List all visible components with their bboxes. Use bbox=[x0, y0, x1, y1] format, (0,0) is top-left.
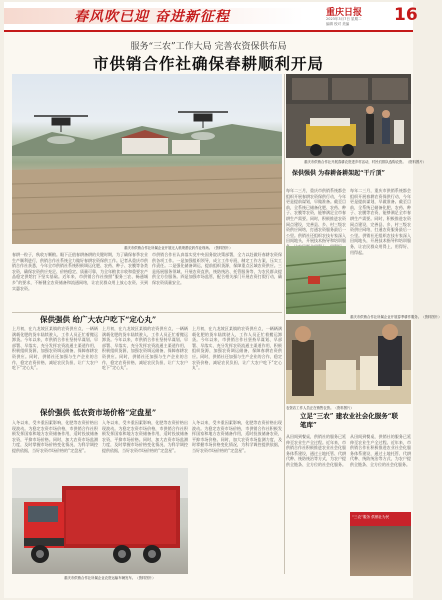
truck-photo-caption: 重庆市供销合作社所属企业农资运输车辆发车。（资料图片） bbox=[64, 576, 156, 580]
drone-photo bbox=[12, 74, 282, 244]
fields-photo-scene bbox=[286, 246, 346, 314]
newspaper-logo: 重庆日报 bbox=[326, 8, 363, 18]
shop-photo bbox=[286, 74, 411, 158]
divider bbox=[12, 312, 282, 313]
kicker: 服务“三农”工作大局 完善农资保供布局 bbox=[130, 42, 287, 52]
banner-title: 春风吹已迎 奋进新征程 bbox=[74, 9, 230, 25]
fields-photo-caption: 重庆市供销合作社所属企业开展春季耕作服务。（资料图片） bbox=[350, 315, 442, 319]
section-3-text-col1: 入冬以来，受多重因素影响，化肥等农资价格出现波动。为稳定农资市场价格，市供销合作社积极发挥国家和地方农资储备作用，适时投放储备农资，平抑市场价格。同时，加大农资市场监测力度，及时掌握市场价格变化情况，为科学调控提供依据，当好农资市场价格的“定盘星”。 bbox=[12, 420, 98, 453]
section-3-text-col2: 入冬以来，受多重因素影响，化肥等农资价格出现波动。为稳定农资市场价格，市供销合作社积极发挥国家和地方农资储备作用，适时投放储备农资，平抑市场价格。同时，加大农资市场监测力度，及时掌握市场价格变化情况，为科学调控提供依据，当好农资市场价格的“定盘星”。 bbox=[102, 420, 188, 453]
header-meta-editors: 编辑 校对 美编 bbox=[326, 21, 350, 26]
lead-text: 春耕一粒子，秋收万颗粮。眼下正值春耕备耕的关键时期，为了确保春季农业生产顺利进行，供销合作社系统全力做好春耕农资保供工作。记者从重庆市供销合作社获悉，今年全市供销社系统积极调运化肥、农药、种子、农膜等各类农资，确保农资供应充足、价格稳定、质量可靠，为全年粮食丰收和重要农产品稳定供给打下坚实基础。近年来，市供销合作社按照“服务三农、畅通城乡”的要求，不断健全农资储备和流通网络，让农民群众用上放心农资、买到实惠农资。 bbox=[12, 252, 148, 291]
section-2-text-col2: 上月初，在九龙坡区某镇的农资供应点，一辆辆满载化肥的货车陆续驶入，工作人员正忙着搬运卸货。今年以来，市供销合作社坚持早谋划、早部署、早落实，充分发挥农资流通主渠道作用，积极组织货源，加强农资调运储备，保障春耕农资供应。同时，供销社还加强与生产企业的合作，稳定农资价格，减轻农民负担，让广大农户吃下“定心丸”。 bbox=[102, 326, 188, 371]
section-title-1-text: 保供强供 为春耕备耕架起“干斤顶” bbox=[292, 170, 385, 177]
section-2-text-col3: 上月初，在九龙坡区某镇的农资供应点，一辆辆满载化肥的货车陆续驶入，工作人员正忙着搬运卸货。今年以来，市供销合作社坚持早谋划、早部署、早落实，充分发挥农资流通主渠道作用，积极组织货源，加强农资调运储备，保障春耕农资供应。同时，供销社还加强与生产企业的合作，稳定农资价格，减轻农民负担，让广大农户吃下“定心丸”。 bbox=[192, 326, 282, 371]
page-number: 16 bbox=[394, 5, 418, 25]
newspaper-page bbox=[4, 2, 442, 598]
section-4-text-col1: 从田间到餐桌，供销社的服务已延伸至农业生产全过程。近年来，市供销合作社积极推进农业社会化服务体系建设，通过土地托管、代耕代种、统防统治等方式，为农户提供全链条、全方位的社会化服务。 bbox=[286, 434, 346, 467]
header-rule bbox=[4, 30, 413, 32]
section-1-text-col2: 每年二三月，重庆市供销系统都会组织开展春耕农资保供行动，今年更是提前谋划，早做准备。截至目前，全系统已储备化肥、农药、种子、农膜等农资，能够满足全市春耕生产需要。同时，积极推进农资网点建设，完善县、乡、村三级农资供应网络，打通农资服务最后一公里。供销社还组织农技专家深入田间地头，开展技术指导和培训服务，让农民群众用得上、用得好、用得起。 bbox=[350, 188, 411, 255]
drone-photo-scene bbox=[12, 74, 282, 244]
section-2-text-col1: 上月初，在九龙坡区某镇的农资供应点，一辆辆满载化肥的货车陆续驶入，工作人员正忙着搬运卸货。今年以来，市供销合作社坚持早谋划、早部署、早落实，充分发挥农资流通主渠道作用，积极组织货源，加强农资调运储备，保障春耕农资供应。同时，供销社还加强与生产企业的合作，稳定农资价格，减轻农民负担，让广大农户吃下“定心丸”。 bbox=[12, 326, 98, 371]
lead-text-continued: 市供销合作社认真落实党中央国务院决策部署，全力以赴做好春耕农资保供各项工作。一是加强组织领导，成立工作专班，制定工作方案，压实工作责任。二是强化储备调运，提前组织货源，保障重点区域农资供应。三是拓展服务领域，开展农资直供、统防统治、托管服务等，为农民群众提供全方位服务。四是加强市场监管，配合相关部门开展农资打假行动，确保农资质量安全。 bbox=[152, 252, 282, 285]
seller-photo-scene bbox=[286, 320, 411, 404]
truck-photo bbox=[12, 468, 188, 574]
drone-photo-caption: 重庆市供销合作社所属企业开展无人机喷洒农药作业现场。（资料图片） bbox=[124, 246, 233, 250]
store-photo bbox=[350, 512, 411, 576]
page-header bbox=[4, 2, 418, 30]
fields-photo bbox=[286, 246, 346, 314]
section-title-3: 保价强供 低农资市场价格“定盘星” bbox=[40, 408, 157, 417]
header-meta-date: 2023年3月7日 星期二 bbox=[326, 17, 362, 21]
section-title-2: 保供强供 给广大农户吃下“定心丸” bbox=[40, 315, 157, 324]
shop-photo-caption: 重庆市供销合作社开展春耕农资进乡村活动，村民们排队选购农资。（资料图片） bbox=[304, 160, 427, 164]
section-4-text-col2: 从田间到餐桌，供销社的服务已延伸至农业生产全过程。近年来，市供销合作社积极推进农业社会化服务体系建设，通过土地托管、代耕代种、统防统治等方式，为农户提供全链条、全方位的社会化服务。 bbox=[350, 434, 411, 467]
section-3-text-col3: 入冬以来，受多重因素影响，化肥等农资价格出现波动。为稳定农资市场价格，市供销合作社积极发挥国家和地方农资储备作用，适时投放储备农资，平抑市场价格。同时，加大农资市场监测力度，及时掌握市场价格变化情况，为科学调控提供依据，当好农资市场价格的“定盘星”。 bbox=[192, 420, 282, 453]
section-title-4-text: 立足“三农” 建农业社会化服务“联笔库” bbox=[300, 412, 398, 429]
headline: 市供销合作社确保春耕顺利开局 bbox=[92, 54, 324, 73]
section-title-1 bbox=[292, 170, 392, 178]
truck-photo-scene bbox=[12, 468, 188, 574]
column-divider bbox=[284, 74, 285, 574]
section-1-text-col1: 每年二三月，重庆市供销系统都会组织开展春耕农资保供行动，今年更是提前谋划，早做准备。截至目前，全系统已储备化肥、农药、种子、农膜等农资，能够满足全市春耕生产需要。同时，积极推进农资网点建设，完善县、乡、村三级农资供应网络，打通农资服务最后一公里。供销社还组织农技专家深入田间地头，开展技术指导和培训服 bbox=[286, 188, 346, 244]
header-meta bbox=[326, 17, 361, 26]
seller-photo-caption: 农资店工作人员正在销售农资。（资料图片） bbox=[286, 406, 354, 410]
section-title-4 bbox=[300, 412, 400, 429]
seller-photo bbox=[286, 320, 411, 404]
store-sign: “三农”服务 供销社为民 bbox=[352, 515, 390, 519]
shop-photo-scene bbox=[286, 74, 411, 158]
